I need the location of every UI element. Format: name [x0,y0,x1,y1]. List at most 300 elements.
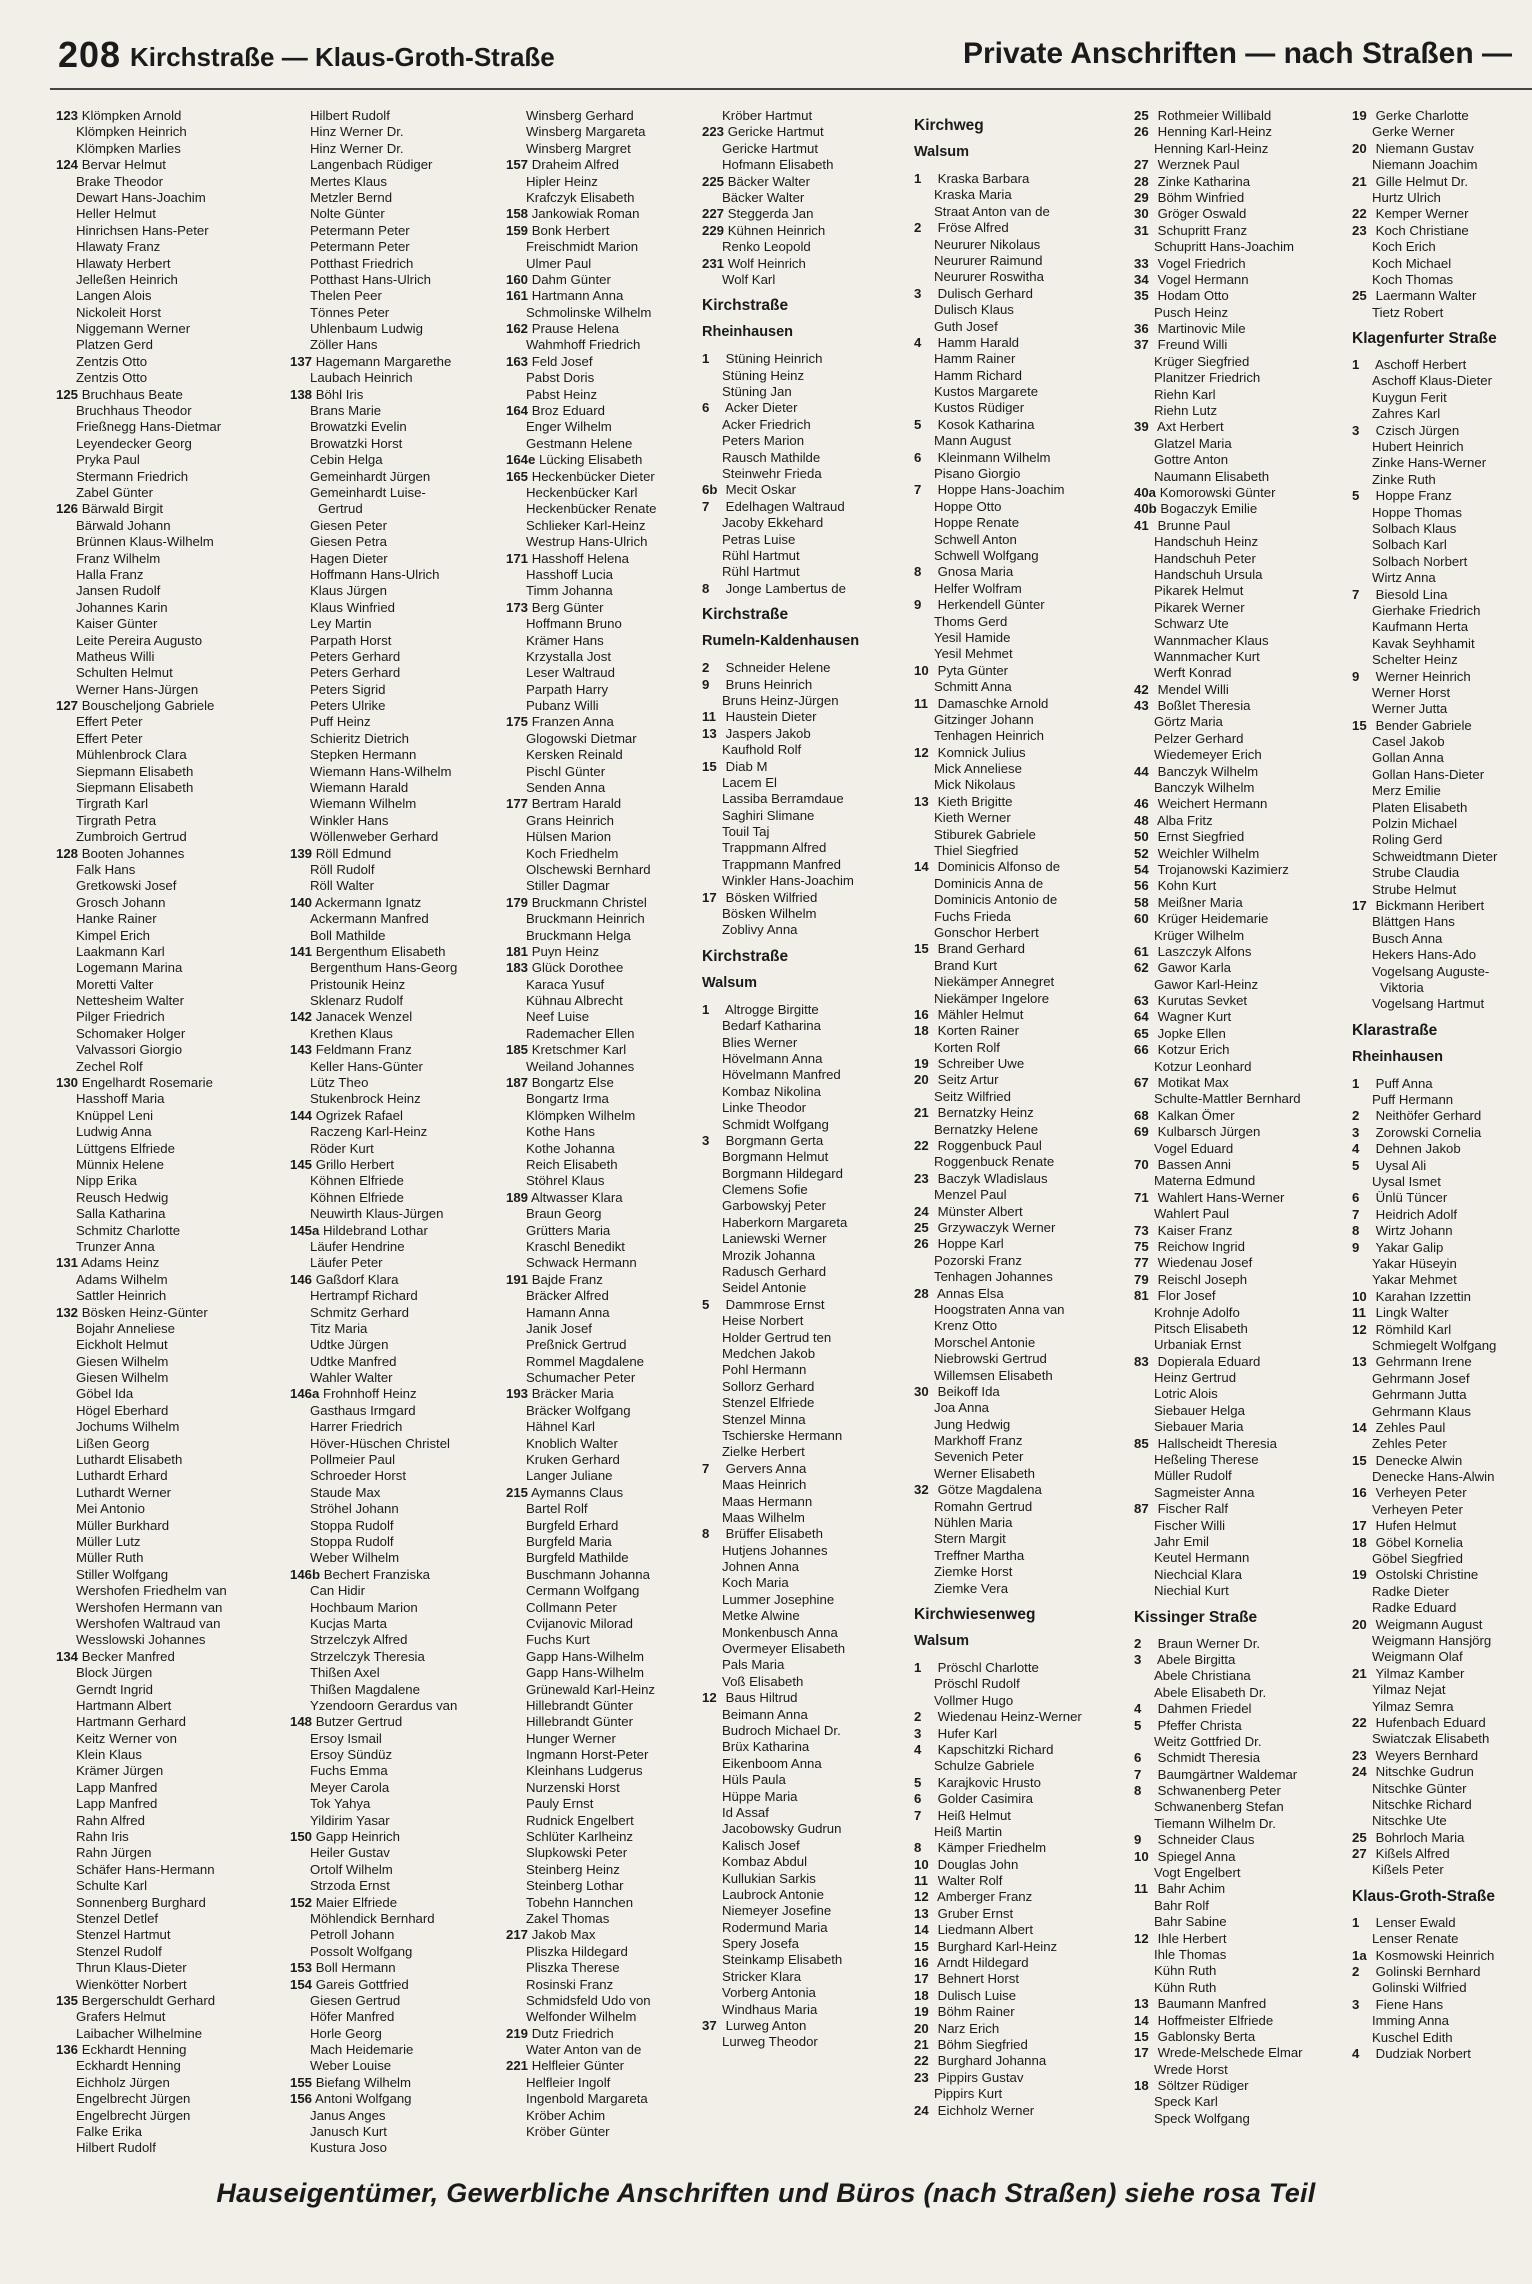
resident-name: Gehrmann Josef [1372,1370,1470,1386]
house-number: 7 [702,498,710,514]
directory-entry [702,1575,914,1591]
directory-entry [702,1608,914,1624]
house-number: 15 [1134,2028,1149,2044]
house-number: 5 [1352,1157,1360,1173]
resident-name: Harrer Friedrich [310,1419,403,1435]
resident-name: Pilger Friedrich [76,1009,165,1025]
directory-entry [1134,1239,1356,1255]
directory-entry [1134,1701,1356,1717]
directory-entry [702,775,914,791]
house-number: 17 [702,889,717,905]
resident-name: Handschuh Ursula [1154,566,1263,582]
directory-entry [290,878,502,894]
resident-name: Cvijanovic Milorad [526,1615,634,1631]
directory-entry [1134,1026,1356,1042]
directory-entry [56,1977,270,1993]
resident-name: Laniewski Werner [722,1231,827,1247]
directory-entry [290,387,502,403]
directory-entry [290,1714,502,1730]
directory-entry [506,698,718,714]
resident-name: Thißen Magdalene [310,1681,420,1697]
directory-entry [1352,1485,1532,1501]
house-number: 229 [702,222,725,238]
directory-entry [506,1682,718,1698]
directory-entry [506,1223,718,1239]
house-number: 71 [1134,1189,1149,1205]
directory-entry [506,1173,718,1189]
directory-entry [506,1190,718,1206]
resident-name: Dulisch Klaus [934,302,1014,318]
resident-name: Siebauer Helga [1154,1402,1245,1418]
resident-name: Leite Pereira Augusto [76,632,203,648]
directory-entry [702,1739,914,1755]
directory-entry [56,1780,270,1796]
resident-name: Bender Gabriele [1375,717,1472,733]
directory-entry [914,1857,1140,1873]
directory-entry [56,1698,270,1714]
directory-entry [914,1105,1140,1121]
house-number: 13 [914,793,929,809]
directory-entry [702,1887,914,1903]
directory-column-2 [290,108,502,2158]
directory-entry [290,895,502,911]
house-number: 79 [1134,1271,1149,1287]
resident-name: Tobehn Hannchen [526,1894,634,1910]
resident-name: Rommel Magdalene [526,1353,645,1369]
directory-entry [914,351,1140,367]
resident-name: Pfeffer Christa [1157,1717,1242,1733]
resident-name: Pusch Heinz [1154,304,1229,320]
directory-entry [1134,1206,1356,1222]
directory-entry [290,1632,502,1648]
directory-entry [506,1518,718,1534]
resident-name: Gierhake Friedrich [1372,602,1481,618]
resident-name: Dominicis Anna de [934,875,1044,891]
directory-entry [290,1501,502,1517]
directory-entry [1134,1816,1356,1832]
directory-entry [1134,551,1356,567]
resident-name: Cebin Helga [310,452,383,468]
directory-entry [56,1878,270,1894]
directory-entry [290,1763,502,1779]
directory-entry [914,1138,1140,1154]
directory-entry [506,1255,718,1271]
house-number: 1 [702,351,710,367]
house-number: 160 [506,271,529,287]
directory-entry [1352,1915,1532,1931]
house-number: 138 [290,386,313,402]
resident-name: Werznek Paul [1157,157,1240,173]
resident-name: Maas Wilhelm [722,1509,805,1525]
resident-name: Tönnes Peter [310,304,390,320]
directory-entry [702,1444,914,1460]
directory-entry [506,1567,718,1583]
resident-name: Wirtz Johann [1375,1223,1453,1239]
resident-name: Petras Luise [722,531,796,547]
resident-name: Schmolinske Wilhelm [526,304,652,320]
directory-entry [290,1042,502,1058]
resident-name: Grillo Herbert [315,1157,395,1172]
directory-entry [914,1384,1140,1400]
resident-name: Hamm Rainer [934,351,1016,367]
resident-name: Nipp Erika [76,1173,137,1189]
resident-name: Speck Karl [1154,2094,1218,2110]
house-number: 50 [1134,829,1149,845]
resident-name: Koch Friedhelm [526,845,619,861]
directory-entry [1352,1682,1532,1698]
directory-entry [702,548,914,564]
directory-entry [914,1220,1140,1236]
resident-name: Kühn Ruth [1154,1963,1217,1979]
resident-name: Lurweg Anton [725,2018,807,2034]
directory-entry [1352,406,1532,422]
resident-name: Kißels Peter [1372,1862,1444,1878]
directory-entry [1134,1272,1356,1288]
resident-name: Tietz Robert [1372,304,1444,320]
resident-name: Dulisch Luise [937,1987,1017,2003]
directory-entry [702,1346,914,1362]
resident-name: Clemens Sofie [722,1182,808,1198]
resident-name: Fiene Hans [1375,1996,1444,2012]
directory-entry [56,452,270,468]
house-number: 2 [702,660,710,676]
directory-entry [290,1534,502,1550]
directory-entry [290,1567,502,1583]
directory-entry [1352,1567,1532,1583]
resident-name: Kotzur Erich [1157,1042,1230,1058]
directory-entry [914,843,1140,859]
directory-entry [1352,1781,1532,1797]
directory-entry [56,862,270,878]
directory-entry [56,1583,270,1599]
directory-entry [290,1731,502,1747]
directory-entry [56,239,270,255]
resident-name: Koch Maria [722,1575,789,1591]
house-number: 128 [56,845,79,861]
resident-name: Kämper Friedhelm [937,1840,1047,1856]
resident-name: Münnix Helene [76,1157,164,1172]
resident-name: Jahr Emil [1154,1533,1209,1549]
house-number: 22 [1352,1714,1367,1730]
page-footer [0,2170,1532,2230]
resident-name: Abele Christiana [1154,1668,1251,1684]
directory-entry [914,1089,1140,1105]
resident-name: Banczyk Wilhelm [1157,763,1259,779]
directory-entry [290,1993,502,2009]
street-heading: Kirchwiesenweg [914,1605,1036,1623]
resident-name: Pliszka Hildegard [526,1943,628,1959]
directory-entry [702,1248,914,1264]
directory-entry [506,1845,718,1861]
directory-entry [56,190,270,206]
directory-entry [914,1351,1140,1367]
resident-name: Winsberg Gerhard [526,108,634,123]
resident-name: Effert Peter [76,714,143,730]
directory-entry [290,600,502,616]
resident-name: Niechcial Klara [1154,1566,1242,1582]
house-number: 33 [1134,255,1149,271]
resident-name: Zechel Rolf [76,1058,143,1074]
house-number: 155 [290,2074,313,2090]
resident-name: Laibacher Wilhelmine [76,2025,203,2041]
directory-entry [506,616,718,632]
resident-name: Merz Emilie [1372,783,1441,799]
resident-name: Gericke Hartmut [722,140,818,156]
directory-entry [1134,960,1356,976]
directory-entry [506,2058,718,2074]
directory-entry [290,534,502,550]
directory-entry [290,2026,502,2042]
resident-name: Kröber Hartmut [722,108,813,123]
resident-name: Strube Helmut [1372,881,1457,897]
resident-name: Lingk Walter [1375,1305,1449,1321]
house-number: 146b [290,1566,321,1582]
resident-name: Klömpken Marlies [76,140,181,156]
directory-entry [702,1084,914,1100]
house-number: 165 [506,468,529,484]
directory-entry [56,1305,270,1321]
resident-name: Altwasser Klara [530,1189,623,1205]
resident-name: Mertes Klaus [310,173,387,189]
resident-name: Heiß Helmut [937,1807,1011,1823]
resident-name: Kullukian Sarkis [722,1870,816,1886]
house-number: 30 [914,1383,929,1399]
directory-entry [1134,1567,1356,1583]
directory-entry [506,1452,718,1468]
resident-name: Tirgrath Petra [76,812,157,828]
directory-entry [914,859,1140,875]
directory-entry [290,305,502,321]
resident-name: Krämer Jürgen [76,1763,164,1779]
resident-name: Lotric Alois [1154,1386,1218,1402]
resident-name: Wrede-Melschede Elmar [1157,2045,1303,2061]
directory-entry [290,124,502,140]
directory-entry [290,960,502,976]
resident-name: Pikarek Werner [1154,599,1245,615]
directory-entry [914,810,1140,826]
resident-name: Biefang Wilhelm [315,2074,411,2090]
resident-name: Hoppe Franz [1375,488,1452,504]
resident-name: Stenzel Rudolf [76,1943,162,1959]
resident-name: Puff Anna [1375,1075,1433,1091]
resident-name: Busch Anna [1372,930,1443,946]
directory-entry [702,1789,914,1805]
directory-entry [290,1436,502,1452]
resident-name: Stenzel Detlef [76,1910,159,1926]
resident-name: Frohnhoff Heinz [323,1386,417,1402]
resident-name: Laakmann Karl [76,943,165,959]
resident-name: Giesen Peter [310,517,387,533]
resident-name: Feldmann Franz [315,1042,412,1058]
resident-name: Urbaniak Ernst [1154,1337,1242,1353]
resident-name: Kühn Ruth [1154,1979,1217,1995]
resident-name: Stiller Dagmar [526,878,610,894]
directory-entry [290,1862,502,1878]
directory-entry [290,206,502,222]
resident-name: Kothe Hans [526,1124,595,1140]
resident-name: Karahan Izzettin [1375,1288,1471,1304]
directory-entry [56,1600,270,1616]
house-number: 3 [914,285,922,301]
directory-entry [290,1845,502,1861]
directory-entry [702,1461,914,1477]
directory-entry [506,288,718,304]
directory-entry [1352,439,1532,455]
house-number: 11 [1134,1881,1148,1897]
directory-entry [1134,977,1356,993]
house-number: 7 [1352,586,1360,602]
house-number: 25 [1352,288,1367,304]
directory-entry [56,911,270,927]
directory-entry [506,1009,718,1025]
house-number: 154 [290,1976,313,1992]
resident-name: Pals Maria [722,1657,785,1673]
resident-name: Stoppa Rudolf [310,1533,394,1549]
resident-name: Hartmann Anna [531,288,624,304]
directory-entry [1352,305,1532,321]
directory-entry [1352,157,1532,173]
directory-entry [702,1854,914,1870]
directory-entry [506,124,718,140]
resident-name: Weigmann Hansjörg [1372,1632,1492,1648]
resident-name: Wahler Walter [310,1370,393,1386]
resident-name: Stermann Friedrich [76,468,189,484]
resident-name: Schneider Claus [1157,1832,1255,1848]
directory-entry [914,1236,1140,1252]
directory-entry [290,1173,502,1189]
directory-entry [56,1550,270,1566]
directory-entry [506,796,718,812]
house-number: 14 [914,1922,929,1938]
resident-name: Ackermann Ignatz [314,894,422,910]
resident-name: Bruckmann Helga [526,927,631,943]
house-number: 87 [1134,1501,1149,1517]
directory-entry [1134,305,1356,321]
directory-entry [914,958,1140,974]
directory-entry [506,1272,718,1288]
house-number: 223 [702,124,725,140]
resident-name: Nolte Günter [310,206,385,222]
directory-entry [1134,1386,1356,1402]
directory-entry [702,890,914,906]
directory-entry [290,1239,502,1255]
directory-entry [914,1889,1140,1905]
directory-entry [56,1255,270,1271]
resident-name: Eckhardt Henning [76,2058,181,2074]
resident-name: Strzoda Ernst [310,1878,390,1894]
directory-entry [290,1796,502,1812]
resident-name: Ackermann Manfred [310,911,429,927]
directory-entry [290,1518,502,1534]
house-number: 136 [56,2042,79,2058]
directory-entry [702,256,914,272]
resident-name: Fuchs Kurt [526,1632,590,1648]
directory-entry [914,532,1140,548]
resident-name: Zinke Hans-Werner [1372,455,1487,471]
resident-name: Korten Rolf [934,1039,1000,1055]
directory-entry [914,991,1140,1007]
house-number: 20 [1352,1616,1367,1632]
directory-entry [506,2108,718,2124]
house-number: 17 [914,1971,929,1987]
directory-entry [56,108,270,124]
directory-entry [56,1042,270,1058]
resident-name: Lurweg Theodor [722,2034,818,2050]
resident-name: Kombaz Nikolina [722,1083,821,1099]
directory-entry [506,1206,718,1222]
resident-name: Keutel Hermann [1154,1550,1250,1566]
resident-name: Renko Leopold [722,239,811,255]
resident-name: Grosch Johann [76,894,166,910]
resident-name: Kieth Werner [934,810,1011,826]
resident-name: Pohl Hermann [722,1362,807,1378]
resident-name: Hoppe Hans-Joachim [937,482,1065,498]
resident-name: Timm Johanna [526,583,613,599]
resident-name: Werft Konrad [1154,665,1232,681]
directory-entry [506,1501,718,1517]
resident-name: Pabst Heinz [526,386,598,402]
house-number: 23 [1352,222,1367,238]
house-number: 17 [1352,1518,1367,1534]
resident-name: Weichler Wilhelm [1157,845,1260,861]
directory-entry [290,1059,502,1075]
resident-name: Burghard Johanna [937,2053,1047,2069]
directory-entry [702,709,914,725]
directory-entry [1352,1141,1532,1157]
resident-name: Reusch Hedwig [76,1189,169,1205]
resident-name: Sollorz Gerhard [722,1378,815,1394]
directory-entry [290,174,502,190]
directory-entry [702,1297,914,1313]
directory-entry [290,1895,502,1911]
resident-name: Fuchs Emma [310,1763,388,1779]
directory-entry [914,1791,1140,1807]
house-number: 9 [1352,1239,1360,1255]
house-number: 22 [1352,206,1367,222]
resident-name: Heckenbücker Karl [526,484,638,500]
directory-entry [1134,846,1356,862]
resident-name: Bärwald Birgit [81,501,164,517]
resident-name: Edelhagen Waltraud [725,498,845,514]
resident-name: Douglas John [937,1856,1019,1872]
resident-name: Kieth Brigitte [937,793,1013,809]
directory-entry [702,206,914,222]
resident-name: Hufenbach Eduard [1375,1714,1486,1730]
resident-name: Weigmann Olaf [1372,1649,1463,1665]
resident-name: Korten Rainer [937,1023,1020,1039]
directory-entry [1134,2078,1356,2094]
directory-entry [1134,649,1356,665]
resident-name: Hubert Heinrich [1372,439,1464,455]
resident-name: Ernst Siegfried [1157,829,1245,845]
resident-name: Böhm Winfried [1157,189,1245,205]
directory-entry [1134,813,1356,829]
directory-entry [1352,734,1532,750]
directory-entry [1352,603,1532,619]
house-number: 44 [1134,763,1149,779]
resident-name: Burgfeld Maria [526,1533,612,1549]
house-number: 8 [702,1526,710,1542]
directory-entry [1352,108,1532,124]
directory-entry [1352,783,1532,799]
resident-name: Rosinski Franz [526,1976,614,1992]
house-number: 127 [56,698,79,714]
directory-entry [506,1026,718,1042]
directory-entry [506,387,718,403]
house-number: 6 [1352,1190,1360,1206]
resident-name: Eichholz Jürgen [76,2074,170,2090]
resident-name: Krzystalla Jost [526,648,612,664]
